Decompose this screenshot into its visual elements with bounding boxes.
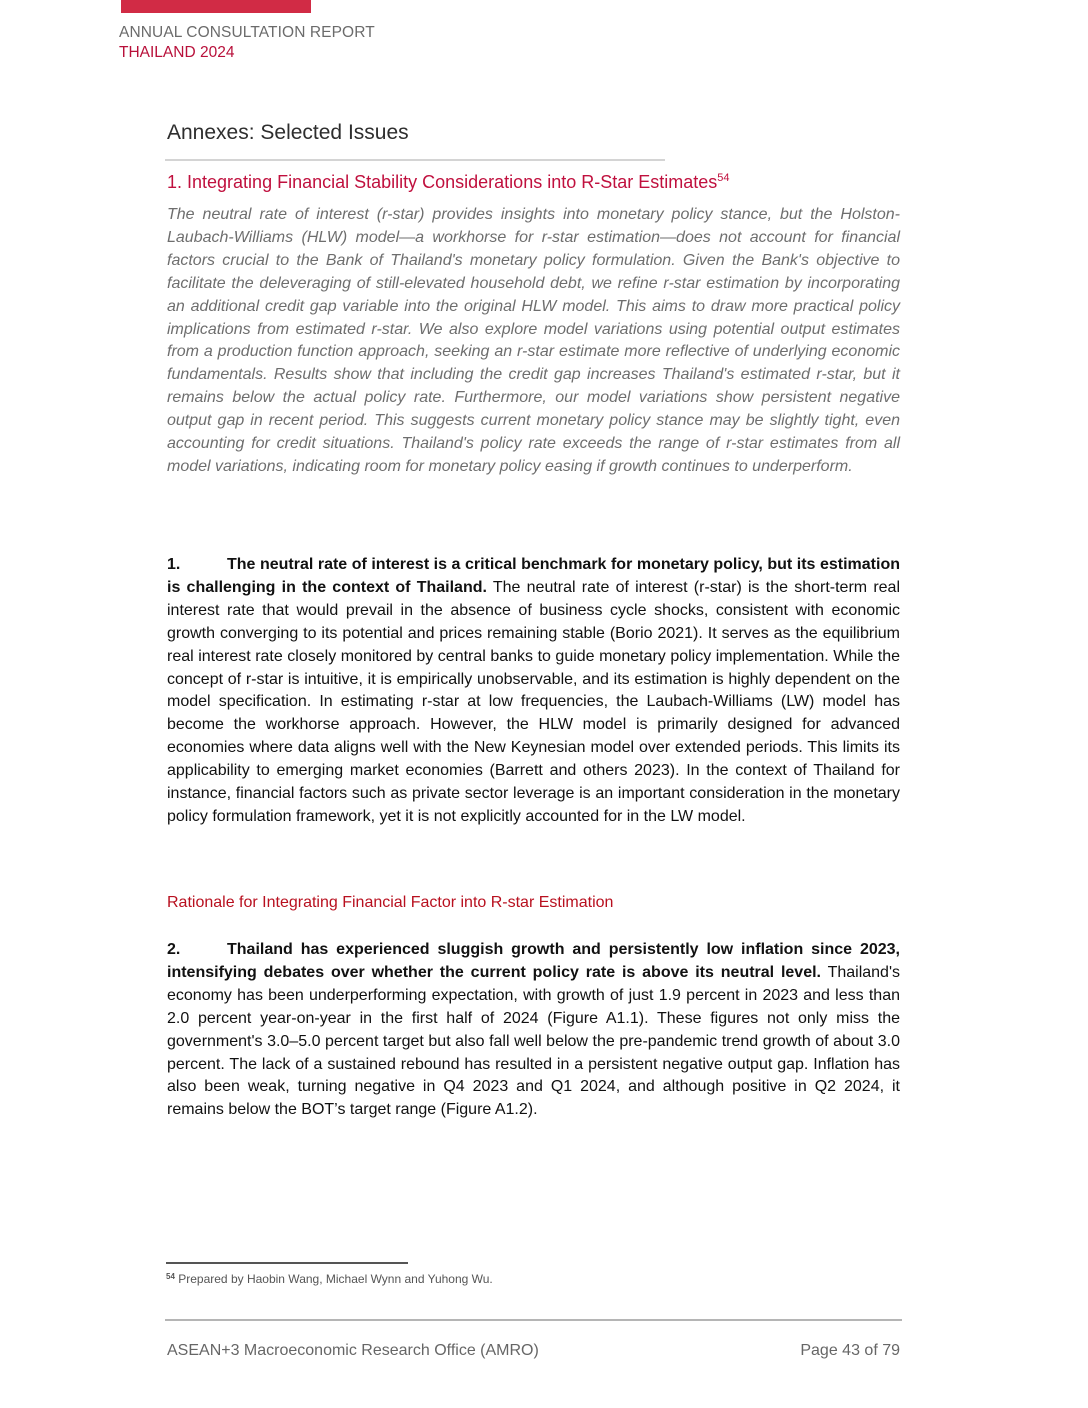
paragraph-lead: Thailand has experienced sluggish growth and persistently low inflation since 2023, intensifying debates over whether the current policy rate is above its neutral level.	[167, 941, 900, 981]
report-country: THAILAND 2024	[119, 44, 235, 61]
paragraph-number: 2.	[167, 941, 181, 958]
header-accent-bar	[121, 0, 311, 13]
page-number: Page 43 of 79	[800, 1342, 900, 1359]
paragraph-2	[167, 939, 900, 1122]
abstract: The neutral rate of interest (r-star) provides insights into monetary policy stance, but the Holston-Laubach-Williams (HLW) model—a workhorse for r-star estimation—does not account for financial factors crucial to the Bank of Thailand's monetary policy formulation. Given the Bank's objective to facilitate the deleveraging of still-elevated household debt, we refine r-star estimation by incorporating an additional credit gap variable into the original HLW model. This aims to draw more practical policy implications from estimated r-star. We also explore model variations using potential output estimates from a production function approach, seeking an r-star estimate more reflective of underlying economic fundamentals. Results show that including the credit gap increases Thailand's estimated r-star, but it remains below the actual policy rate. Furthermore, our model variations show persistent negative output gap in recent period. This suggests current monetary policy stance may be slightly tight, even accounting for credit situations. Thailand's policy rate exceeds the range of r-star estimates from all model variations, indicating room for monetary policy easing if growth continues to underperform.	[167, 206, 900, 475]
footer-divider	[165, 1319, 902, 1321]
footnote-divider	[166, 1262, 408, 1264]
footnote-reference[interactable]: 54	[717, 172, 730, 184]
annex-divider	[165, 159, 665, 161]
footnote-text: Prepared by Haobin Wang, Michael Wynn and Yuhong Wu.	[174, 1272, 493, 1286]
paragraph-1	[167, 554, 900, 829]
section-title	[167, 172, 730, 193]
section-title-text: 1. Integrating Financial Stability Considerations into R-Star Estimates	[167, 172, 718, 192]
subheading: Rationale for Integrating Financial Factor into R-star Estimation	[167, 894, 614, 911]
footnote	[166, 1272, 493, 1286]
footnote-number: 54	[166, 1272, 175, 1281]
paragraph-body: The neutral rate of interest (r-star) is the short-term real interest rate that would prevail in the absence of business cycle shocks, consistent with economic growth converging to its potential and prices remaining stable (Borio 2021). It serves as the equilibrium real interest rate closely monitored by central banks to guide monetary policy implementation. While the concept of r-star is intuitive, it is empirically unobservable, and its estimation is highly dependent on the model specification. In estimating r-star at low frequencies, the Laubach-Williams (LW) model has become the workhorse approach. However, the HLW model is primarily designed for advanced economies where data aligns well with the New Keynesian model over extended periods. This limits its applicability to emerging market economies (Barrett and others 2023). In the context of Thailand for instance, financial factors such as private sector leverage is an important consideration in the monetary policy formulation framework, yet it is not explicitly accounted for in the LW model.	[167, 578, 900, 825]
paragraph-body: Thailand's economy has been underperforming expectation, with growth of just 1.9 percent in 2023 and less than 2.0 percent year-on-year in the first half of 2024 (Figure A1.1). These figures not only miss the government's 3.0–5.0 percent target but also fall well below the pre-pandemic trend growth of about 3.0 percent. The lack of a sustained rebound has resulted in a persistent negative output gap. Inflation has also been weak, turning negative in Q4 2023 and Q1 2024, and although positive in Q2 2024, it remains below the BOT’s target range (Figure A1.2).	[167, 963, 900, 1119]
paragraph-lead: The neutral rate of interest is a critical benchmark for monetary policy, but its estimation is challenging in the context of Thailand.	[167, 556, 900, 596]
annex-title: Annexes: Selected Issues	[167, 121, 409, 144]
footer-organization: ASEAN+3 Macroeconomic Research Office (AMRO)	[167, 1342, 539, 1359]
report-title: ANNUAL CONSULTATION REPORT	[119, 24, 375, 41]
paragraph-number: 1.	[167, 556, 181, 573]
